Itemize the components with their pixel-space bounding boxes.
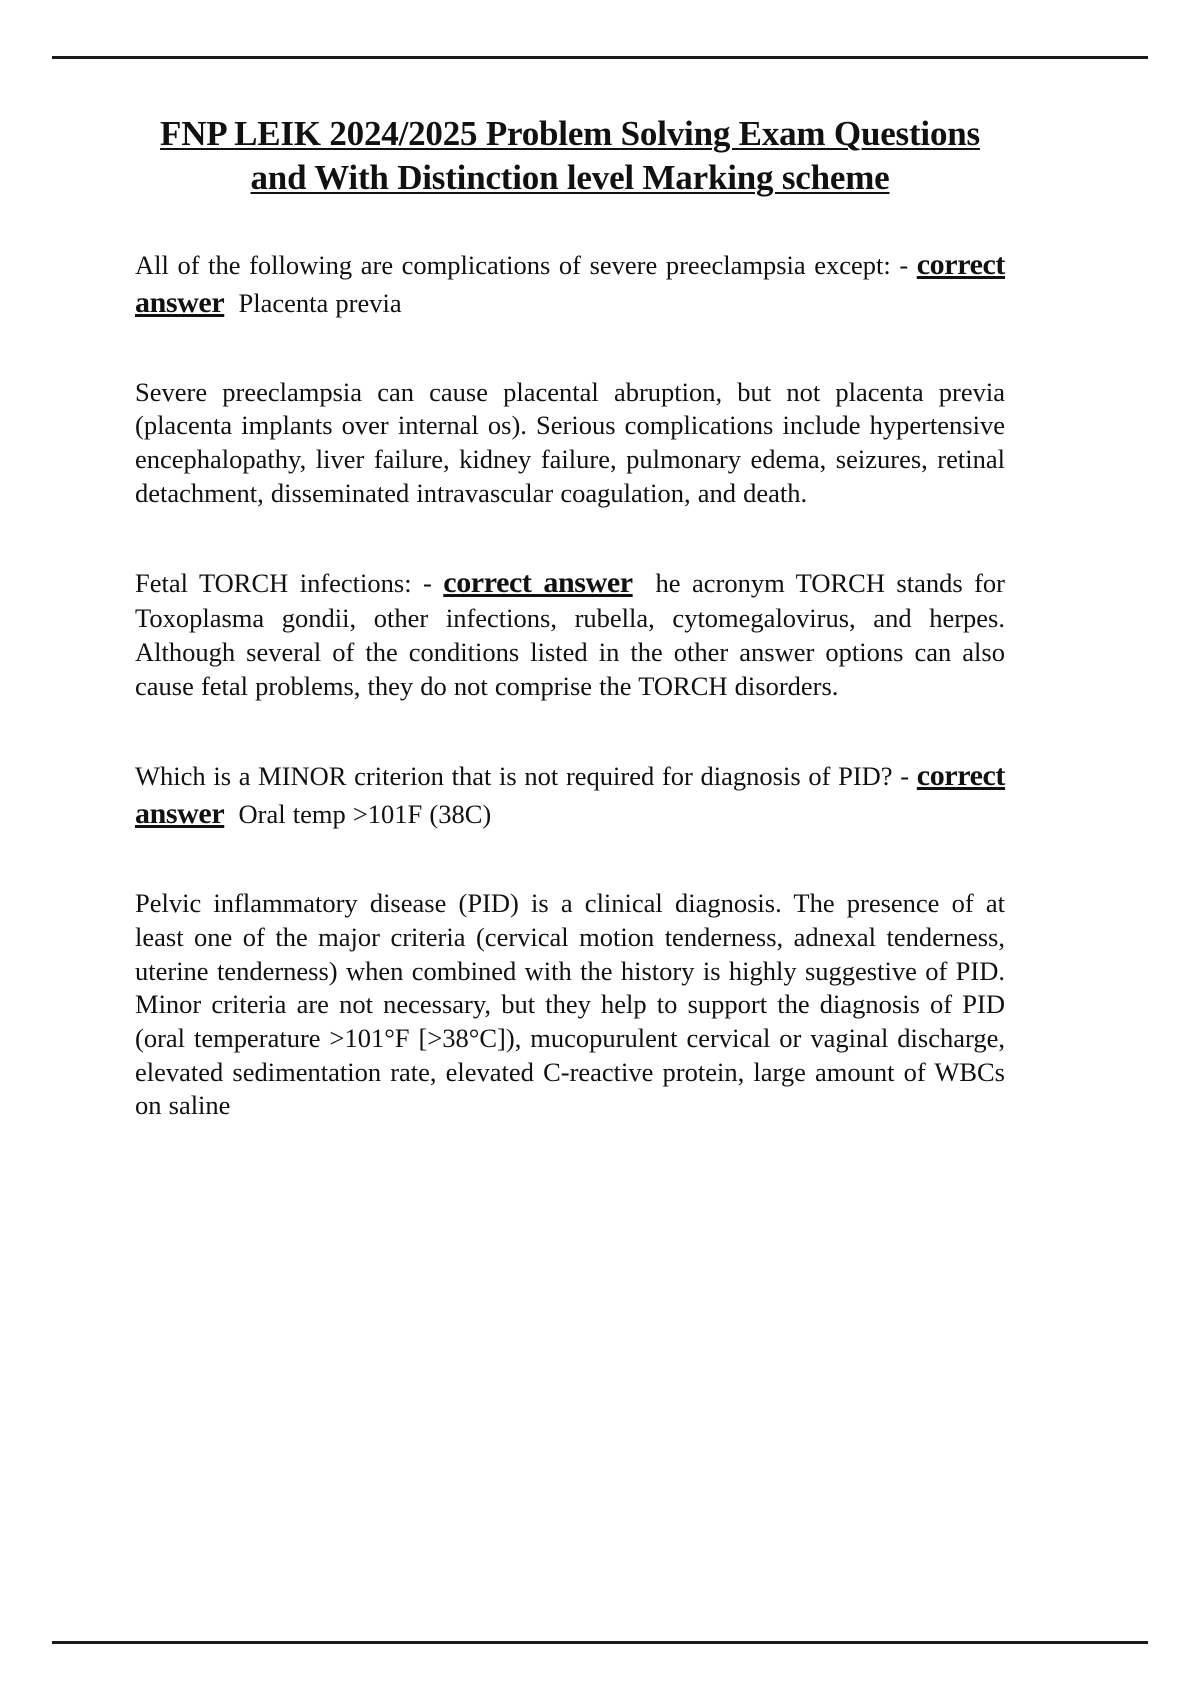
page-content bbox=[135, 112, 1005, 1123]
answer-text-2: he acronym TORCH stands for Toxoplasma gondii, other infections, rubella, cytomegalovirus, and herpes. Although several of the conditions listed in the other answer options can also cause fetal problems, they do not comprise the TORCH disorders. bbox=[135, 568, 1006, 701]
explanation-text-3: Pelvic inflammatory disease (PID) is a clinical diagnosis. The presence of at least one of the major criteria (cervical motion tenderness, adnexal tenderness, uterine tenderness) when combined with the history is highly suggestive of PID. Minor criteria are not necessary, but they help to support the diagnosis of PID (oral temperature >101°F [>38°C]), mucopurulent cervical or vaginal discharge, elevated sedimentation rate, elevated C-reactive protein, large amount of WBCs on saline bbox=[135, 888, 1005, 1121]
answer-text-1: Placenta previa bbox=[238, 287, 402, 318]
page-bottom-rule bbox=[52, 1641, 1148, 1644]
question-text-2: Fetal TORCH infections: - bbox=[135, 568, 432, 599]
qa-block-3 bbox=[135, 757, 1005, 833]
qa-block-1 bbox=[135, 246, 1005, 322]
correct-answer-marker-2: correct answer bbox=[443, 566, 633, 600]
question-text-3: Which is a MINOR criterion that is not required for diagnosis of PID? - bbox=[135, 761, 910, 792]
explanation-text-1: Severe preeclampsia can cause placental abruption, but not placenta previa (placenta implants over internal os). Serious complications include hypertensive encephalopathy, liver failure, kidney failure, pulmonary edema, seizures, retinal detachment, disseminated intravascular coagulation, and death. bbox=[135, 376, 1005, 508]
explanation-block-3 bbox=[135, 887, 1005, 1122]
correct-answer-marker-3: correct answer bbox=[135, 759, 1006, 831]
question-text-1: All of the following are complications of severe preeclampsia except: - bbox=[135, 249, 909, 280]
explanation-block-1 bbox=[135, 376, 1005, 511]
answer-text-3: Oral temp >101F (38C) bbox=[238, 799, 492, 830]
page-title bbox=[135, 112, 1005, 200]
qa-block-2 bbox=[135, 564, 1005, 703]
correct-answer-marker-1: correct answer bbox=[135, 247, 1005, 319]
page-top-rule bbox=[52, 56, 1148, 59]
page-title-text: FNP LEIK 2024/2025 Problem Solving Exam Questions and With Distinction level Marking scheme bbox=[160, 114, 980, 197]
